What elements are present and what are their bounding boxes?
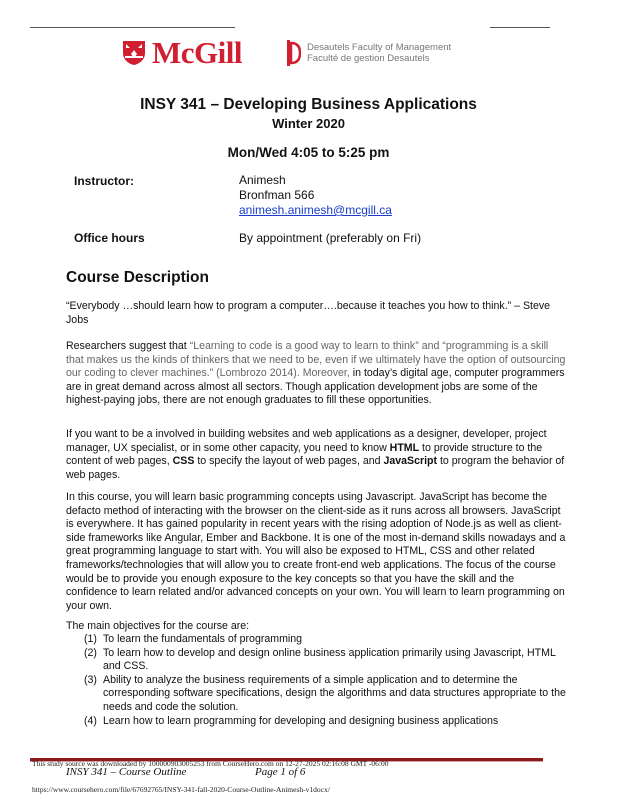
objective-item: [84, 715, 570, 729]
mcgill-wordmark: McGill: [152, 35, 242, 70]
objective-text: Learn how to learn programming for developing and designing business applications: [103, 714, 499, 727]
objective-text: To learn the fundamentals of programming: [103, 633, 303, 645]
faculty-name-fr: Faculté de gestion Desautels: [307, 53, 430, 64]
course-title: INSY 341 – Developing Business Applications: [140, 96, 477, 113]
mcgill-logo: [122, 35, 242, 70]
desautels-logo: [287, 40, 451, 66]
skills-text-2: to provide structure to the content of web pages,: [66, 441, 543, 468]
research-conclusion: in today’s digital age, computer programmers are in great demand across almost all sectors. Though application development jobs are some of the highest-paying jobs, there are not enough graduates to fill these opportunities.: [66, 367, 565, 407]
skills-text-3: to specify the layout of web pages, and: [194, 455, 384, 468]
quote-paragraph: “Everybody …should learn how to program a computer….because it teaches you how to think.” – Steve Jobs: [66, 300, 551, 326]
objective-number: (2): [84, 646, 97, 659]
objectives-intro: The main objectives for the course are:: [66, 620, 250, 632]
instructor-email-link[interactable]: animesh.animesh@mcgill.ca: [239, 203, 392, 217]
skills-text-4: to program the behavior of web pages.: [66, 455, 565, 481]
footer-outline-title: INSY 341 – Course Outline: [66, 766, 187, 778]
objective-text: To learn how to develop and design online business application primarily using Javascript, HTML and CSS.: [103, 646, 556, 673]
instructor-label: Instructor:: [74, 174, 134, 188]
header-rule-left: [30, 27, 235, 28]
desautels-mark-icon: [287, 40, 301, 66]
footer-page-number: Page 1 of 6: [255, 766, 306, 778]
course-overview-paragraph: In this course, you will learn basic programming concepts using Javascript. JavaScript has become the defacto method of interacting with the browser on the client-side as it runs across all browsers. JavaScript is everywhere. It has gained popularity in recent years with the rising adoption of Node.js as well as client-side frameworks like Angular, Ember and Backbone. It is one of the most in-demand skills nowadays and a great programming language to start with. You will also be exposed to HTML, CSS and other related frameworks/technologies that will allow you to create front-end web applications. The focus of the course would be to provide you enough exposure to the key concepts so that you have the skill and the confidence to learn related and/or advanced concepts on your own. You will learn to learn programming on your own.: [66, 491, 566, 612]
course-term: Winter 2020: [272, 116, 345, 131]
skills-text-1: If you want to be a involved in building websites and web applications as a designer, developer, project manager, UX specialist, or in some other capacity, you need to know: [66, 428, 547, 454]
research-paragraph: [66, 340, 566, 408]
objective-text: Ability to analyze the business requirements of a simple application and to determine the corresponding software specifications, design the algorithms and data structures appropriate to the needs and code the solution.: [103, 673, 566, 713]
objective-number: (1): [84, 633, 97, 645]
skills-paragraph: [66, 428, 566, 482]
instructor-office: Bronfman 566: [239, 188, 315, 202]
research-intro: Researchers suggest that: [66, 340, 190, 352]
mcgill-crest-icon: [122, 40, 146, 66]
faculty-name: [307, 42, 451, 64]
office-hours-value: By appointment (preferably on Fri): [239, 231, 422, 245]
instructor-details: [239, 173, 392, 218]
office-hours-label: Office hours: [74, 231, 145, 245]
download-note: This study source was downloaded by 100000903005253 from CourseHero.com on 12-27-2025 02:16:08 GMT -06:00: [32, 759, 389, 768]
course-description-heading: Course Description: [66, 269, 209, 286]
objective-item: [84, 633, 570, 647]
objective-number: (3): [84, 673, 97, 686]
objective-item: [84, 647, 570, 674]
html-term: HTML: [389, 441, 420, 454]
faculty-name-en: Desautels Faculty of Management: [307, 42, 452, 53]
javascript-term: JavaScript: [383, 455, 438, 468]
objectives-list: [84, 633, 570, 728]
source-url: https://www.coursehero.com/file/67692765/INSY-341-fall-2020-Course-Outline-Animesh-v1docx/: [32, 785, 330, 794]
research-quote: “Learning to code is a good way to learn to think” and “programming is a skill that makes us the kinds of thinkers that we need to be, even if we ultimately have the option of outsourcing our coding to clever machines.” (Lombrozo 2014). Moreover,: [66, 340, 566, 380]
course-schedule: Mon/Wed 4:05 to 5:25 pm: [227, 145, 390, 160]
objective-number: (4): [84, 714, 97, 727]
header-rule-right: [490, 27, 550, 28]
objective-item: [84, 674, 570, 715]
css-term: CSS: [172, 455, 195, 468]
instructor-name: Animesh: [239, 173, 286, 187]
